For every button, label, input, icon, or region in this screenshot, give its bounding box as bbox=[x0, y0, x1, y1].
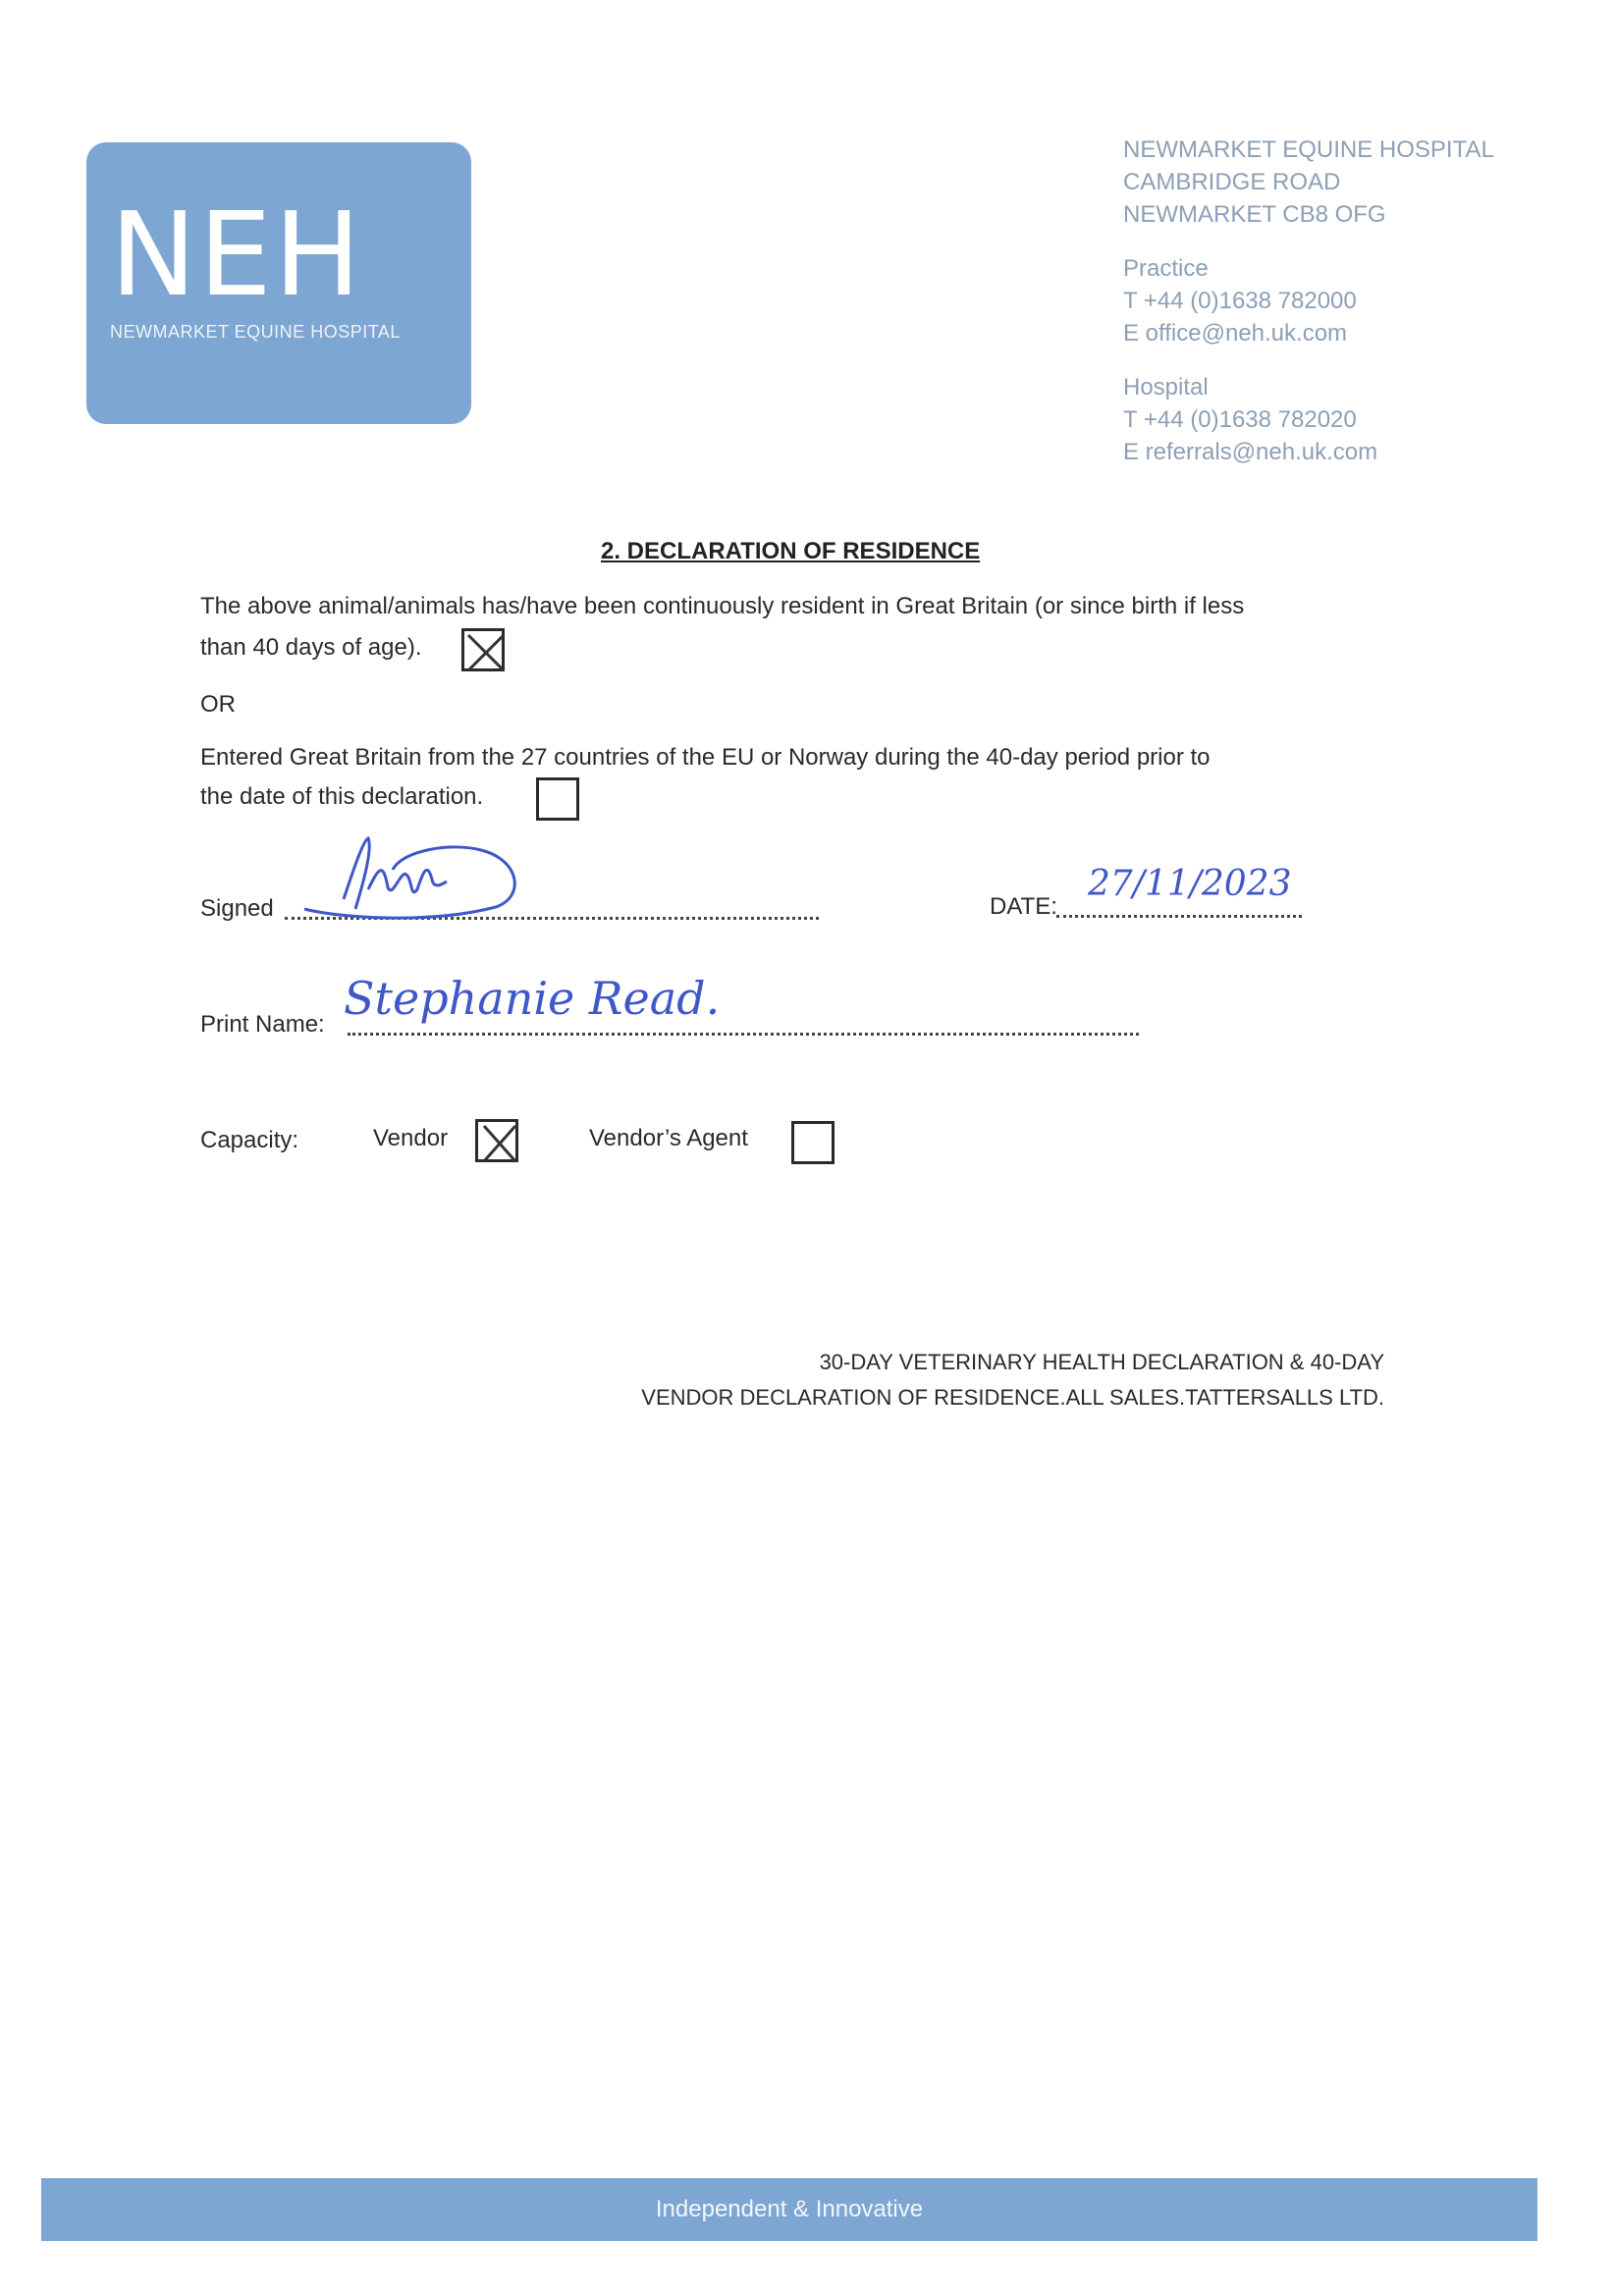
option1-line1: The above animal/animals has/have been continuously resident in Great Britain (or since birth if less bbox=[200, 593, 1245, 619]
print-name-value: Stephanie Read. bbox=[344, 972, 721, 1025]
address-line-1: NEWMARKET EQUINE HOSPITAL bbox=[1123, 136, 1494, 163]
signature-graphic bbox=[285, 830, 530, 927]
form-reference bbox=[641, 1345, 1384, 1415]
capacity-label: Capacity: bbox=[200, 1127, 299, 1153]
section-title: 2. DECLARATION OF RESIDENCE bbox=[601, 538, 981, 564]
option1-line2: than 40 days of age). bbox=[200, 634, 422, 661]
vendor-agent-checkbox[interactable] bbox=[791, 1121, 835, 1164]
vendor-agent-label: Vendor’s Agent bbox=[589, 1125, 748, 1151]
check-x-icon bbox=[464, 631, 508, 674]
vendor-label: Vendor bbox=[373, 1125, 449, 1151]
option2-line2: the date of this declaration. bbox=[200, 783, 484, 810]
or-label: OR bbox=[200, 691, 236, 718]
practice-label: Practice bbox=[1123, 255, 1209, 282]
check-x-icon bbox=[478, 1122, 521, 1165]
hospital-email: E referrals@neh.uk.com bbox=[1123, 439, 1378, 465]
signed-label: Signed bbox=[200, 895, 274, 922]
print-name-line bbox=[348, 1033, 1139, 1036]
vendor-checkbox[interactable] bbox=[475, 1119, 518, 1162]
form-reference-line2: VENDOR DECLARATION OF RESIDENCE.ALL SALES.TATTERSALLS LTD. bbox=[641, 1385, 1384, 1410]
address-block bbox=[1123, 133, 1494, 468]
date-value: 27/11/2023 bbox=[1088, 864, 1292, 904]
date-line bbox=[1056, 915, 1302, 918]
date-label: DATE: bbox=[990, 893, 1057, 920]
hospital-label: Hospital bbox=[1123, 374, 1209, 400]
practice-email: E office@neh.uk.com bbox=[1123, 320, 1348, 347]
address-line-2: CAMBRIDGE ROAD bbox=[1123, 169, 1341, 195]
logo-subtitle: NEWMARKET EQUINE HOSPITAL bbox=[110, 322, 401, 342]
footer-tagline: Independent & Innovative bbox=[655, 2196, 924, 2222]
form-reference-line1: 30-DAY VETERINARY HEALTH DECLARATION & 40-DAY bbox=[819, 1350, 1384, 1374]
footer-band bbox=[41, 2178, 1537, 2241]
option2-line1: Entered Great Britain from the 27 countries of the EU or Norway during the 40-day period prior to bbox=[200, 744, 1211, 771]
print-name-label: Print Name: bbox=[200, 1011, 325, 1038]
practice-phone: T +44 (0)1638 782000 bbox=[1123, 288, 1357, 314]
option2-checkbox[interactable] bbox=[536, 777, 579, 821]
logo-mark: NEH bbox=[110, 187, 363, 322]
hospital-phone: T +44 (0)1638 782020 bbox=[1123, 406, 1357, 433]
address-line-3: NEWMARKET CB8 OFG bbox=[1123, 201, 1386, 228]
option1-checkbox[interactable] bbox=[461, 628, 505, 671]
